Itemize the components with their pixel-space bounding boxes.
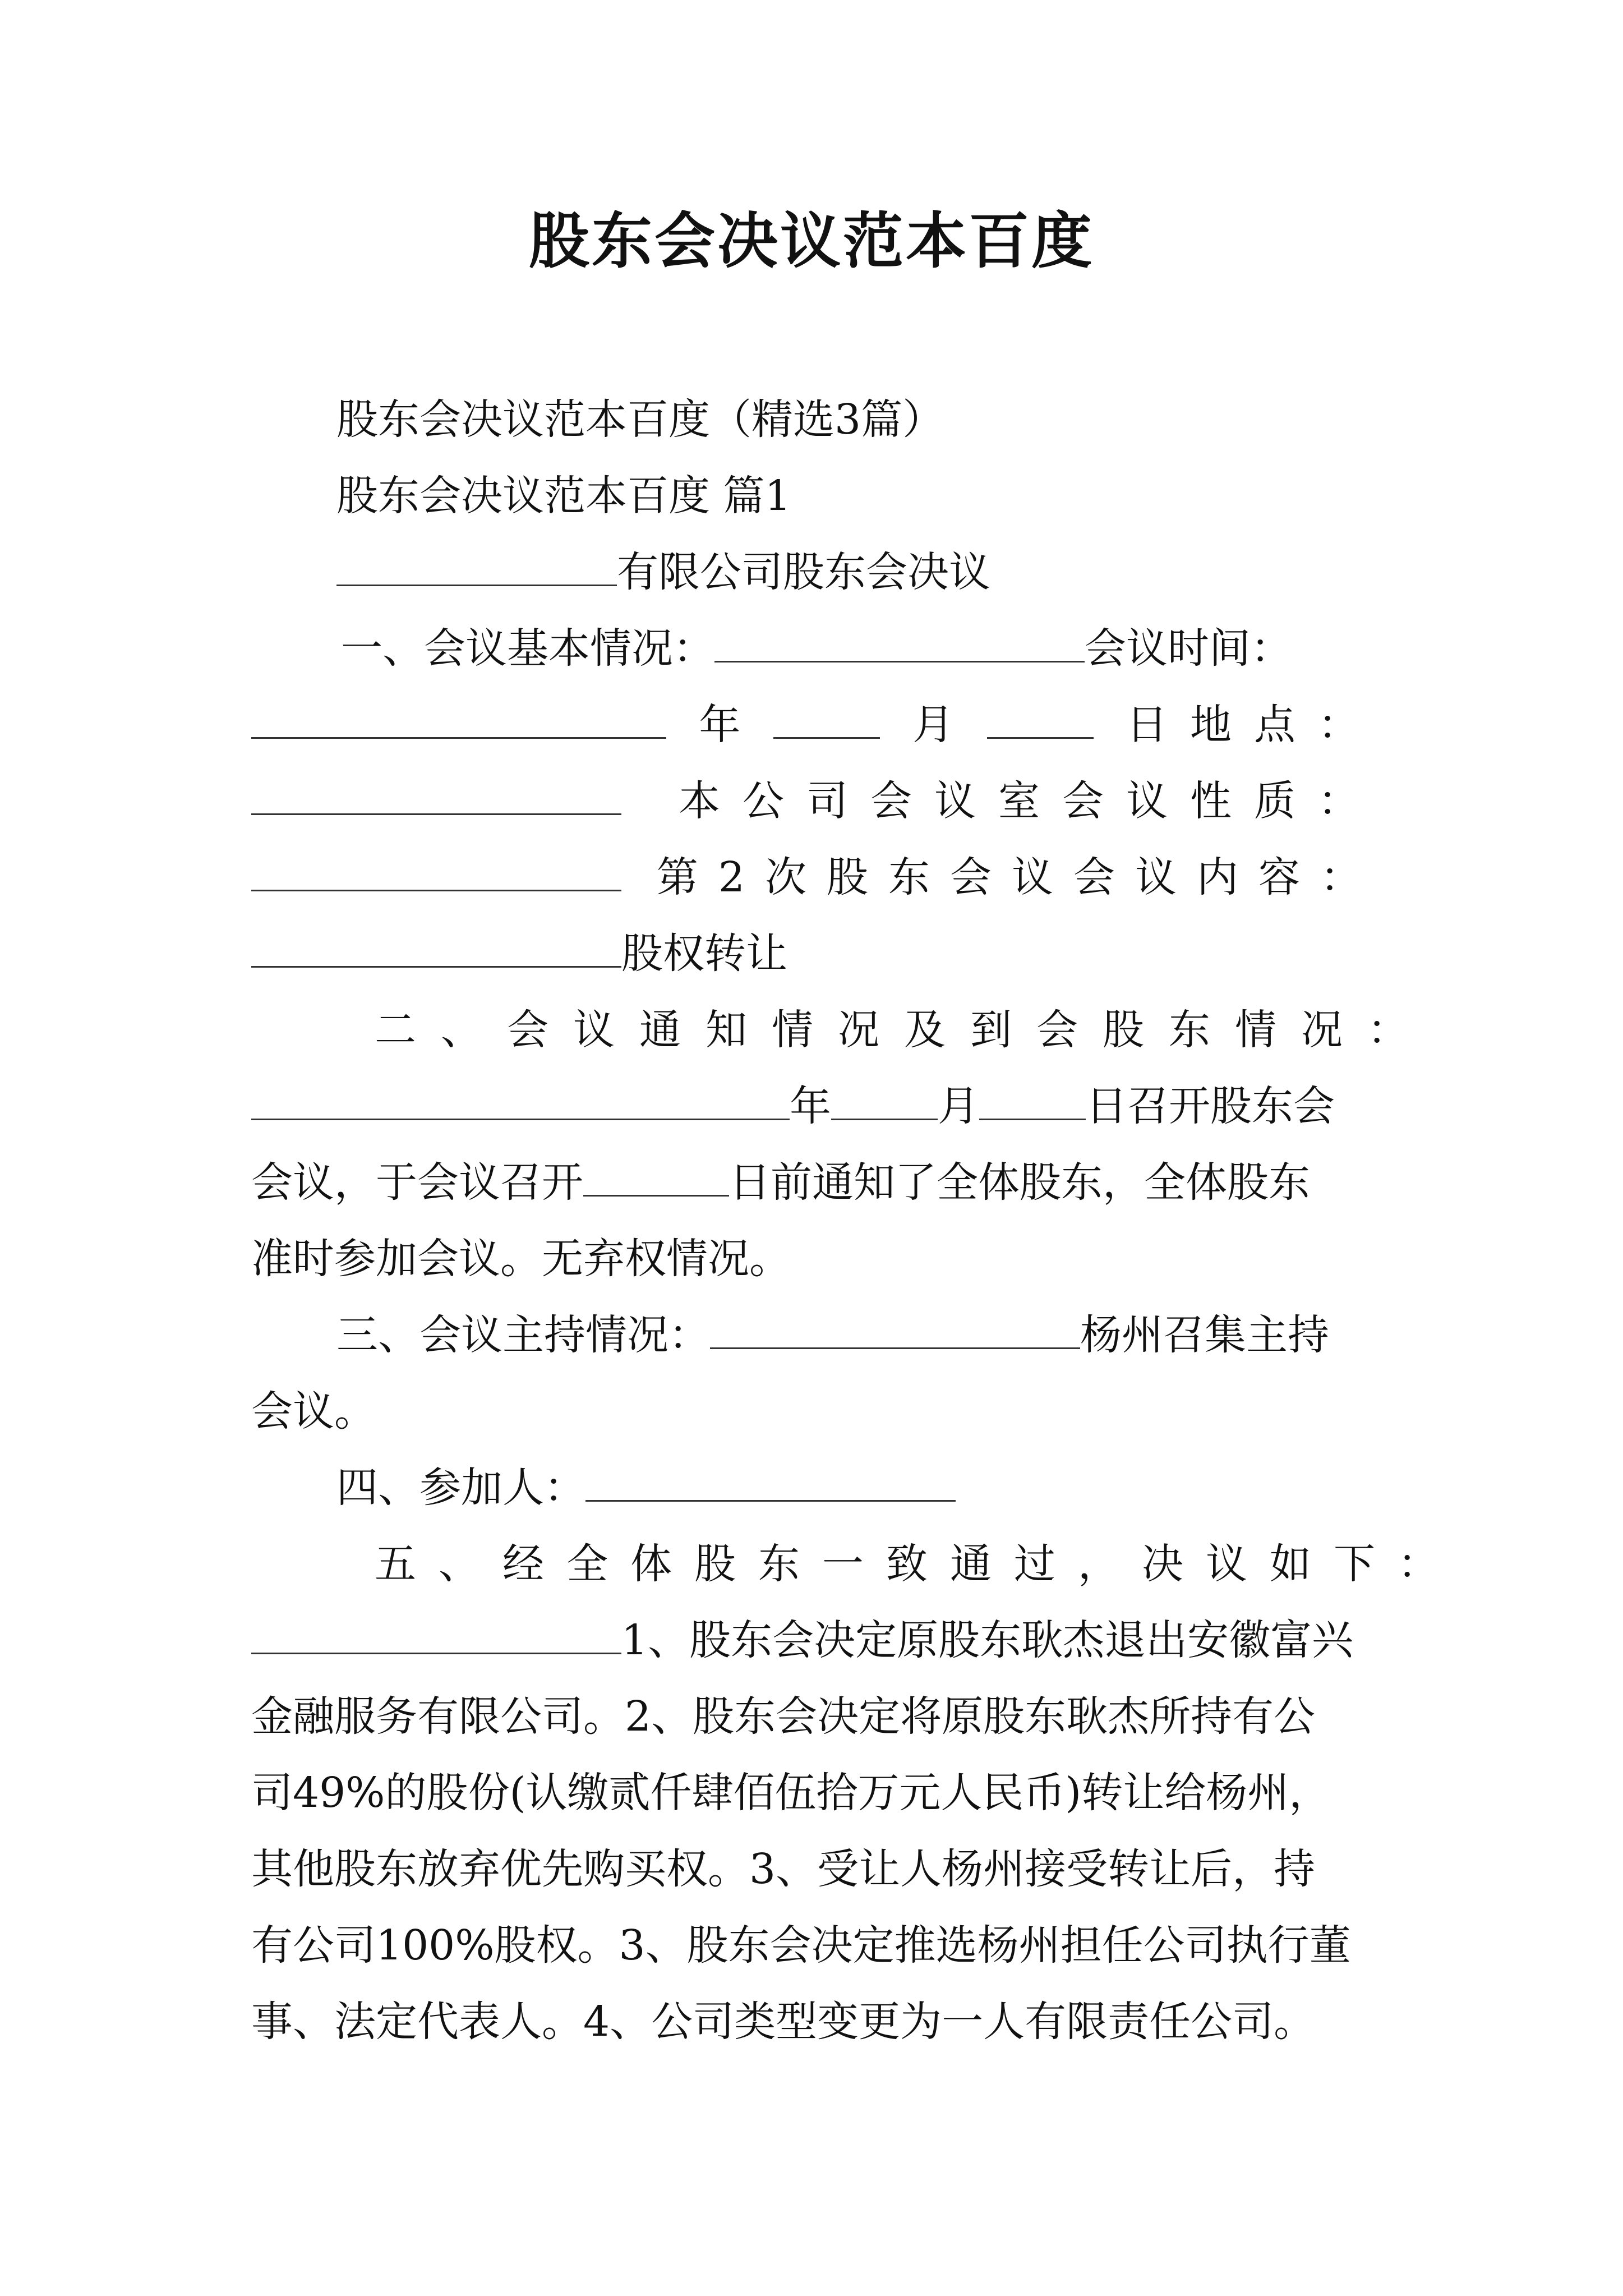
document-subtitle: 股东会决议范本百度（精选3篇）	[336, 395, 944, 444]
s1-line-4	[251, 839, 1382, 915]
s2-line-4: 准时参加会议。无弃权情况。	[251, 1235, 791, 1283]
s2-month: 月	[938, 1082, 979, 1130]
s3-line-2: 会议。	[251, 1387, 376, 1435]
s2-day-blank	[979, 1076, 1086, 1120]
s1-line-1	[251, 610, 1382, 687]
s5-line-5: 其他股东放弃优先购买权。3、受让人杨州接受转让后，持	[251, 1845, 1316, 1893]
s1-time-label: 会议时间：	[1085, 624, 1292, 673]
s5-line1-text: 1、股东会决定原股东耿杰退出安徽富兴	[621, 1616, 1354, 1664]
s1-nature-value: 第2次股东会议	[656, 853, 1073, 901]
s1-day-place: 日地点：	[1126, 701, 1382, 749]
company-name-blank	[336, 542, 617, 586]
s4-attendees-blank	[585, 1457, 956, 1502]
s2-days-blank	[583, 1152, 729, 1197]
s2-line2-b: 日前通知了全体股东，全体股东	[729, 1158, 1310, 1207]
s1-month: 月	[912, 701, 955, 749]
s1-content-blank	[251, 923, 621, 968]
document-title: 股东会决议范本百度	[528, 206, 1094, 277]
s2-line-1	[251, 992, 1433, 1068]
section-heading: 股东会决议范本百度 篇1	[336, 472, 791, 520]
s1-nature-blank	[251, 847, 621, 891]
s2-year: 年	[790, 1082, 831, 1130]
s3-value: 杨州召集主持	[1080, 1311, 1329, 1359]
document-body	[251, 381, 1461, 2060]
s5-line-1	[251, 1526, 1461, 1602]
s1-place-value: 本公司会议室	[679, 777, 1062, 825]
s2-date-blank	[251, 1076, 790, 1120]
s2-line-2	[251, 1068, 1382, 1144]
s1-content-value: 股权转让	[621, 930, 787, 978]
s2-line2-a: 会议，于会议召开	[251, 1158, 583, 1207]
s1-line-3	[251, 763, 1382, 839]
s4-label: 四、参加人：	[336, 1464, 585, 1512]
s1-year: 年	[699, 701, 741, 749]
s5-blank	[251, 1610, 621, 1654]
s1-day-blank	[987, 694, 1094, 739]
s3-label: 三、会议主持情况：	[336, 1311, 710, 1359]
s5-line-4: 司49%的股份(认缴贰仟肆佰伍拾万元人民币)转让给杨州，	[251, 1769, 1331, 1817]
s1-line-5	[251, 915, 1382, 992]
s2-label: 二、会议通知情况及到会股东情况：	[375, 1006, 1433, 1054]
s1-basic-blank	[714, 618, 1085, 662]
company-resolution-line	[251, 534, 1382, 610]
s1-content-label: 会议内容：	[1073, 853, 1382, 901]
s1-time-blank	[251, 694, 666, 739]
s3-line-1	[251, 1297, 1382, 1373]
s2-day-text: 日召开股东会	[1086, 1082, 1335, 1130]
s2-month-blank	[831, 1076, 938, 1120]
s5-line-7: 事、法定代表人。4、公司类型变更为一人有限责任公司。	[251, 1998, 1316, 2046]
s1-line-2	[251, 687, 1382, 763]
company-line-suffix: 有限公司股东会决议	[617, 548, 990, 596]
s2-line-3	[251, 1144, 1382, 1221]
s4-line	[251, 1450, 1382, 1526]
s5-line-6: 有公司100%股权。3、股东会决定推选杨州担任公司执行董	[251, 1921, 1351, 1970]
s1-place-blank	[251, 771, 621, 815]
s3-host-blank	[710, 1305, 1080, 1349]
s1-nature-label: 会议性质：	[1062, 777, 1382, 825]
s5-line-2	[251, 1602, 1382, 1678]
s1-month-blank	[773, 694, 880, 739]
s5-label: 五、经全体股东一致通过，决议如下：	[375, 1540, 1461, 1588]
s1-label: 一、会议基本情况：	[341, 624, 714, 673]
s5-line-3: 金融服务有限公司。2、股东会决定将原股东耿杰所持有公	[251, 1692, 1316, 1741]
